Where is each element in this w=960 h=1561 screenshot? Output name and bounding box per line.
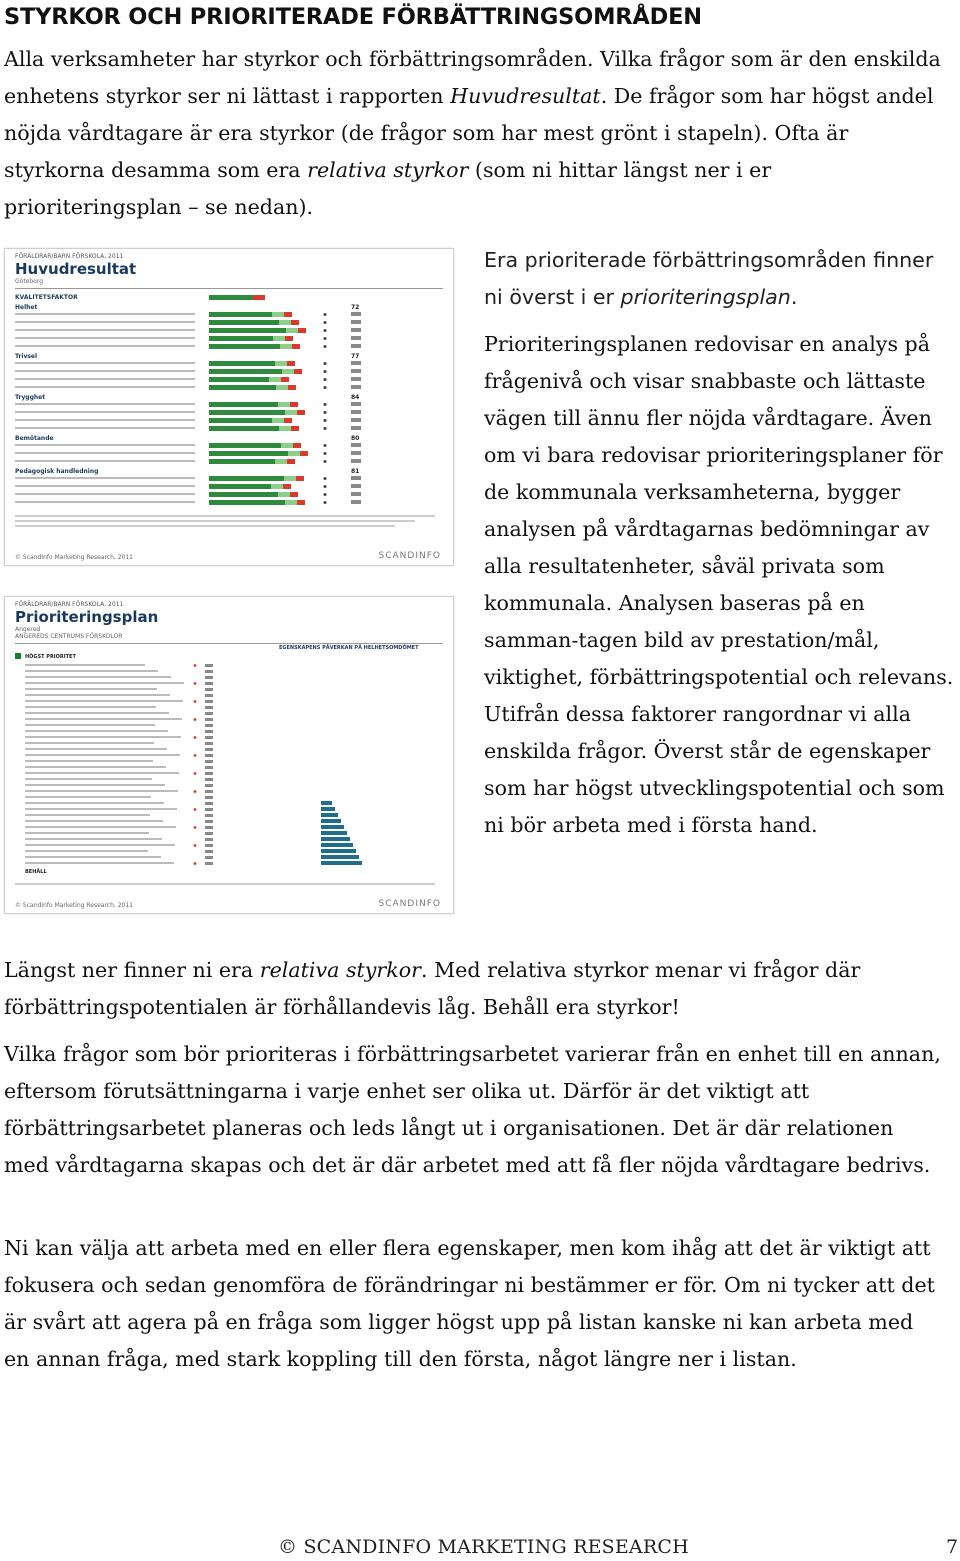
- value-cell: [351, 328, 361, 332]
- row-text: [15, 460, 195, 462]
- reference-dot: [324, 313, 327, 316]
- result-bar: [290, 492, 298, 497]
- result-bar: [269, 377, 281, 382]
- result-bar: [284, 418, 292, 423]
- result-bar: [209, 476, 284, 481]
- focus-paragraph: Ni kan välja att arbeta med en eller flera egenskaper, men kom ihåg att det är viktigt att fokusera och sedan genomföra de förändringar ni bestämmer er för. Om ni tycker att det är svårt att agera på en fråga som ligger högst upp på listan kanske ni kan arbeta med en annan fråga, med stark koppling till den första, något längre ner i listan.: [4, 1236, 935, 1371]
- impact-bar: [321, 855, 359, 859]
- reference-dot: [324, 386, 327, 389]
- reference-dot: [324, 403, 327, 406]
- result-bar: [209, 410, 285, 415]
- row-text: [15, 345, 195, 347]
- result-value: [205, 766, 213, 769]
- marker-dot: [194, 790, 197, 793]
- marker-dot: [194, 754, 197, 757]
- row-text: [25, 694, 170, 696]
- row-text: [15, 403, 195, 405]
- reference-dot: [324, 427, 327, 430]
- impact-bar: [321, 849, 356, 853]
- row-text: [25, 724, 155, 726]
- result-value: [205, 814, 213, 817]
- marker-dot: [194, 772, 197, 775]
- row-text: [15, 419, 195, 421]
- row-text: [25, 712, 169, 714]
- impact-bar: [321, 831, 347, 835]
- result-value: [205, 694, 213, 697]
- result-bar: [281, 377, 289, 382]
- header-bar: [253, 295, 265, 300]
- result-bar: [285, 500, 297, 505]
- result-bar: [287, 459, 295, 464]
- reference-dot: [324, 501, 327, 504]
- reference-dot: [324, 419, 327, 422]
- row-text: [15, 485, 195, 487]
- marker-dot: [194, 718, 197, 721]
- result-bar: [275, 459, 287, 464]
- value-cell: [351, 459, 361, 463]
- value-cell: [351, 410, 361, 414]
- result-value: [205, 826, 213, 829]
- marker-dot: [194, 826, 197, 829]
- value-cell: [351, 377, 361, 381]
- prioriteringsplan-thumbnail: [4, 596, 454, 914]
- result-bar: [298, 328, 306, 333]
- report-title: Huvudresultat: [15, 260, 137, 278]
- row-text: [25, 838, 162, 840]
- result-bar: [278, 402, 290, 407]
- marker-dot: [194, 664, 197, 667]
- result-value: [205, 820, 213, 823]
- value-cell: [351, 402, 361, 406]
- marker-dot: [194, 808, 197, 811]
- row-text: [25, 730, 168, 732]
- row-text: [25, 862, 174, 864]
- value-cell: [351, 443, 361, 447]
- row-text: [15, 313, 195, 315]
- result-value: [205, 808, 213, 811]
- impact-bar: [321, 801, 332, 805]
- report-subtitle: Göteborg: [15, 278, 44, 285]
- row-text: [25, 718, 182, 720]
- result-bar: [293, 443, 301, 448]
- row-text: [25, 856, 161, 858]
- result-value: [205, 790, 213, 793]
- report-subtitle: Angered: [15, 626, 41, 633]
- priority-arrow: [15, 653, 21, 659]
- summary-value: 84: [351, 394, 360, 401]
- result-bar: [209, 344, 280, 349]
- result-bar: [297, 500, 305, 505]
- intro-paragraph: Alla verksamheter har styrkor och förbättringsområden. Vilka frågor som är den enskilda enhetens styrkor ser ni lättast i rapporten Huvudresultat. De frågor som har högst andel nöjda vårdtagare är era styrkor (de frågor som har mest grönt i stapeln). Ofta är styrkorna desamma som era relativa styrkor (som ni hittar längst ner i er prioriteringsplan – se nedan).: [4, 47, 941, 219]
- summary-value: 80: [351, 435, 360, 442]
- value-cell: [351, 320, 361, 324]
- result-bar: [279, 426, 291, 431]
- value-cell: [351, 500, 361, 504]
- value-cell: [351, 344, 361, 348]
- result-bar: [271, 484, 283, 489]
- row-text: [25, 814, 150, 816]
- result-value: [205, 730, 213, 733]
- row-text: [25, 736, 181, 738]
- chart-header: EGENSKAPENS PÅVERKAN PÅ HELHETSOMDÖMET: [279, 645, 419, 651]
- result-bar: [209, 336, 273, 341]
- result-bar: [288, 385, 296, 390]
- side-paragraph-1: Era prioriterade förbättringsområden finner ni överst i er prioriteringsplan.: [484, 248, 934, 309]
- result-bar: [275, 361, 287, 366]
- result-value: [205, 724, 213, 727]
- result-bar: [291, 426, 299, 431]
- marker-dot: [194, 700, 197, 703]
- result-bar: [286, 328, 298, 333]
- impact-bar: [321, 861, 362, 865]
- result-bar: [282, 369, 294, 374]
- row-text: [25, 808, 177, 810]
- result-value: [205, 736, 213, 739]
- row-text: [25, 766, 166, 768]
- scandinfo-logo: SCANDINFO: [378, 551, 441, 561]
- relative-strengths-paragraph: Längst ner finner ni era relativa styrkor. Med relativa styrkor menar vi frågor där förbättringspotentialen är förhållandevis låg. Behåll era styrkor!: [4, 958, 861, 1019]
- row-text: [15, 370, 195, 372]
- reference-dot: [324, 460, 327, 463]
- reference-dot: [324, 444, 327, 447]
- row-text: [25, 796, 151, 798]
- row-text: [15, 411, 195, 413]
- row-text: [15, 427, 195, 429]
- marker-dot: [194, 862, 197, 865]
- result-bar: [209, 320, 279, 325]
- group-label: Pedagogisk handledning: [15, 468, 99, 475]
- page-title: STYRKOR OCH PRIORITERADE FÖRBÄTTRINGSOMRÅDEN: [4, 4, 702, 30]
- reference-dot: [324, 321, 327, 324]
- note-line: [15, 515, 435, 517]
- note-line: [15, 520, 415, 522]
- note-line: [15, 525, 395, 527]
- page-footer: © SCANDINFO MARKETING RESEARCH: [278, 1536, 689, 1558]
- prioritization-paragraph: Vilka frågor som bör prioriteras i förbättringsarbetet varierar från en enhet till en annan, eftersom förutsättningarna i varje enhet ser olika ut. Därför är det viktigt att förbättringsarbetet planeras och leds långt ut i organisationen. Det är där relationen med vårdtagarna skapas och det är där arbetet med att få fler nöjda vårdtagare bedrivs.: [4, 1042, 941, 1177]
- row-text: [25, 826, 176, 828]
- row-text: [15, 501, 195, 503]
- result-value: [205, 844, 213, 847]
- group-label: Bemötande: [15, 435, 54, 442]
- result-value: [205, 688, 213, 691]
- result-value: [205, 664, 213, 667]
- result-value: [205, 802, 213, 805]
- row-text: [15, 337, 195, 339]
- summary-value: 77: [351, 353, 360, 360]
- group-label: Helhet: [15, 304, 38, 311]
- value-cell: [351, 385, 361, 389]
- result-bar: [300, 451, 308, 456]
- impact-bar: [321, 825, 344, 829]
- result-bar: [209, 484, 271, 489]
- result-value: [205, 850, 213, 853]
- value-cell: [351, 369, 361, 373]
- result-bar: [209, 312, 272, 317]
- result-bar: [283, 484, 291, 489]
- impact-bar: [321, 813, 338, 817]
- value-cell: [351, 476, 361, 480]
- result-value: [205, 856, 213, 859]
- row-text: [25, 778, 152, 780]
- result-bar: [285, 410, 297, 415]
- reference-dot: [324, 411, 327, 414]
- reference-dot: [324, 485, 327, 488]
- result-value: [205, 682, 213, 685]
- value-cell: [351, 492, 361, 496]
- row-text: [15, 452, 195, 454]
- impact-bar: [321, 807, 335, 811]
- result-value: [205, 838, 213, 841]
- value-cell: [351, 336, 361, 340]
- row-text: [25, 850, 148, 852]
- result-value: [205, 778, 213, 781]
- result-bar: [281, 443, 293, 448]
- result-bar: [209, 402, 278, 407]
- row-text: [25, 802, 164, 804]
- result-bar: [294, 369, 302, 374]
- result-bar: [276, 385, 288, 390]
- result-value: [205, 760, 213, 763]
- row-text: [15, 386, 195, 388]
- result-bar: [280, 344, 292, 349]
- result-value: [205, 796, 213, 799]
- result-bar: [288, 451, 300, 456]
- result-value: [205, 784, 213, 787]
- row-text: [25, 772, 179, 774]
- result-bar: [209, 443, 281, 448]
- value-cell: [351, 426, 361, 430]
- reference-dot: [324, 493, 327, 496]
- result-bar: [209, 361, 275, 366]
- row-text: [15, 477, 195, 479]
- result-bar: [209, 328, 286, 333]
- row-text: [25, 700, 183, 702]
- result-bar: [209, 500, 285, 505]
- result-bar: [284, 476, 296, 481]
- report-subtitle-2: ANGEREDS CENTRUMS FÖRSKOLOR: [15, 633, 123, 640]
- row-text: [15, 362, 195, 364]
- value-cell: [351, 484, 361, 488]
- marker-dot: [194, 682, 197, 685]
- result-bar: [278, 492, 290, 497]
- result-value: [205, 748, 213, 751]
- result-bar: [272, 418, 284, 423]
- result-bar: [209, 451, 288, 456]
- page-number: 7: [946, 1536, 959, 1558]
- result-bar: [284, 312, 292, 317]
- result-value: [205, 862, 213, 865]
- row-text: [25, 682, 184, 684]
- result-bar: [285, 336, 293, 341]
- result-value: [205, 670, 213, 673]
- reference-dot: [324, 477, 327, 480]
- impact-bar: [321, 819, 341, 823]
- result-bar: [209, 369, 282, 374]
- result-bar: [209, 385, 276, 390]
- huvudresultat-thumbnail: [4, 248, 454, 566]
- reference-dot: [324, 452, 327, 455]
- group-label: KVALITETSFAKTOR: [15, 294, 78, 301]
- impact-bar: [321, 837, 350, 841]
- result-value: [205, 832, 213, 835]
- result-bar: [296, 476, 304, 481]
- result-bar: [290, 402, 298, 407]
- result-value: [205, 754, 213, 757]
- row-text: [25, 664, 145, 666]
- result-bar: [287, 361, 295, 366]
- row-text: [25, 790, 178, 792]
- result-bar: [209, 418, 272, 423]
- result-bar: [209, 377, 269, 382]
- report-crumb: FÖRÄLDRAR/BARN FÖRSKOLA, 2011: [15, 253, 124, 260]
- row-text: [25, 748, 167, 750]
- row-text: [15, 493, 195, 495]
- summary-value: 72: [351, 304, 360, 311]
- marker-dot: [194, 844, 197, 847]
- impact-bar: [321, 843, 353, 847]
- report-title: Prioriteringsplan: [15, 608, 159, 626]
- reference-dot: [324, 378, 327, 381]
- row-text: [25, 820, 163, 822]
- result-bar: [272, 312, 284, 317]
- result-value: [205, 712, 213, 715]
- row-text: [15, 444, 195, 446]
- row-text: [25, 706, 156, 708]
- group-label: Trivsel: [15, 353, 38, 360]
- row-text: [25, 784, 165, 786]
- side-paragraph-2: Prioriteringsplanen redovisar en analys på frågenivå och visar snabbaste och lättaste vägen till ännu fler nöjda vårdtagare. Även om vi bara redovisar prioriteringsplaner för de kommunala verksamheterna, bygger analysen på vårdtagarnas bedömningar av alla resultatenheter, såväl privata som kommunala. Analysen baseras på en samman-tagen bild av prestation/mål, viktighet, förbättringspotential och relevans. Utifrån dessa faktorer rangordnar vi alla enskilda frågor. Överst står de egenskaper som har högst utvecklingspotential och som ni bör arbeta med i första hand.: [484, 332, 954, 837]
- value-cell: [351, 451, 361, 455]
- keep-label: BEHÅLL: [25, 869, 47, 875]
- group-label: Trygghet: [15, 394, 46, 401]
- value-cell: [351, 418, 361, 422]
- row-text: [25, 754, 180, 756]
- row-text: [25, 844, 175, 846]
- result-value: [205, 700, 213, 703]
- reference-dot: [324, 362, 327, 365]
- result-bar: [273, 336, 285, 341]
- result-value: [205, 676, 213, 679]
- row-text: [25, 760, 153, 762]
- reference-dot: [324, 345, 327, 348]
- value-cell: [351, 312, 361, 316]
- marker-dot: [194, 736, 197, 739]
- result-bar: [209, 426, 279, 431]
- value-cell: [351, 361, 361, 365]
- reference-dot: [324, 370, 327, 373]
- result-bar: [209, 492, 278, 497]
- report-crumb: FÖRÄLDRAR/BARN FÖRSKOLA, 2011: [15, 601, 124, 608]
- row-text: [25, 688, 157, 690]
- reference-dot: [324, 337, 327, 340]
- huvudresultat-table: [5, 249, 453, 565]
- row-text: [25, 670, 158, 672]
- prioriteringsplan-chart: [5, 597, 453, 913]
- result-value: [205, 742, 213, 745]
- row-text: [25, 742, 154, 744]
- note-line: [15, 883, 435, 885]
- row-text: [25, 832, 149, 834]
- row-text: [25, 676, 171, 678]
- row-text: [15, 321, 195, 323]
- reference-dot: [324, 329, 327, 332]
- row-text: [15, 329, 195, 331]
- row-text: [15, 378, 195, 380]
- priority-label: HÖGST PRIORITET: [25, 654, 76, 660]
- result-value: [205, 706, 213, 709]
- report-footer: © ScandInfo Marketing Research, 2011: [15, 902, 133, 909]
- result-bar: [291, 320, 299, 325]
- result-bar: [279, 320, 291, 325]
- result-bar: [209, 459, 275, 464]
- result-bar: [292, 344, 300, 349]
- report-footer: © ScandInfo Marketing Research, 2011: [15, 554, 133, 561]
- summary-value: 81: [351, 468, 360, 475]
- scandinfo-logo: SCANDINFO: [378, 899, 441, 909]
- result-value: [205, 772, 213, 775]
- result-value: [205, 718, 213, 721]
- result-bar: [297, 410, 305, 415]
